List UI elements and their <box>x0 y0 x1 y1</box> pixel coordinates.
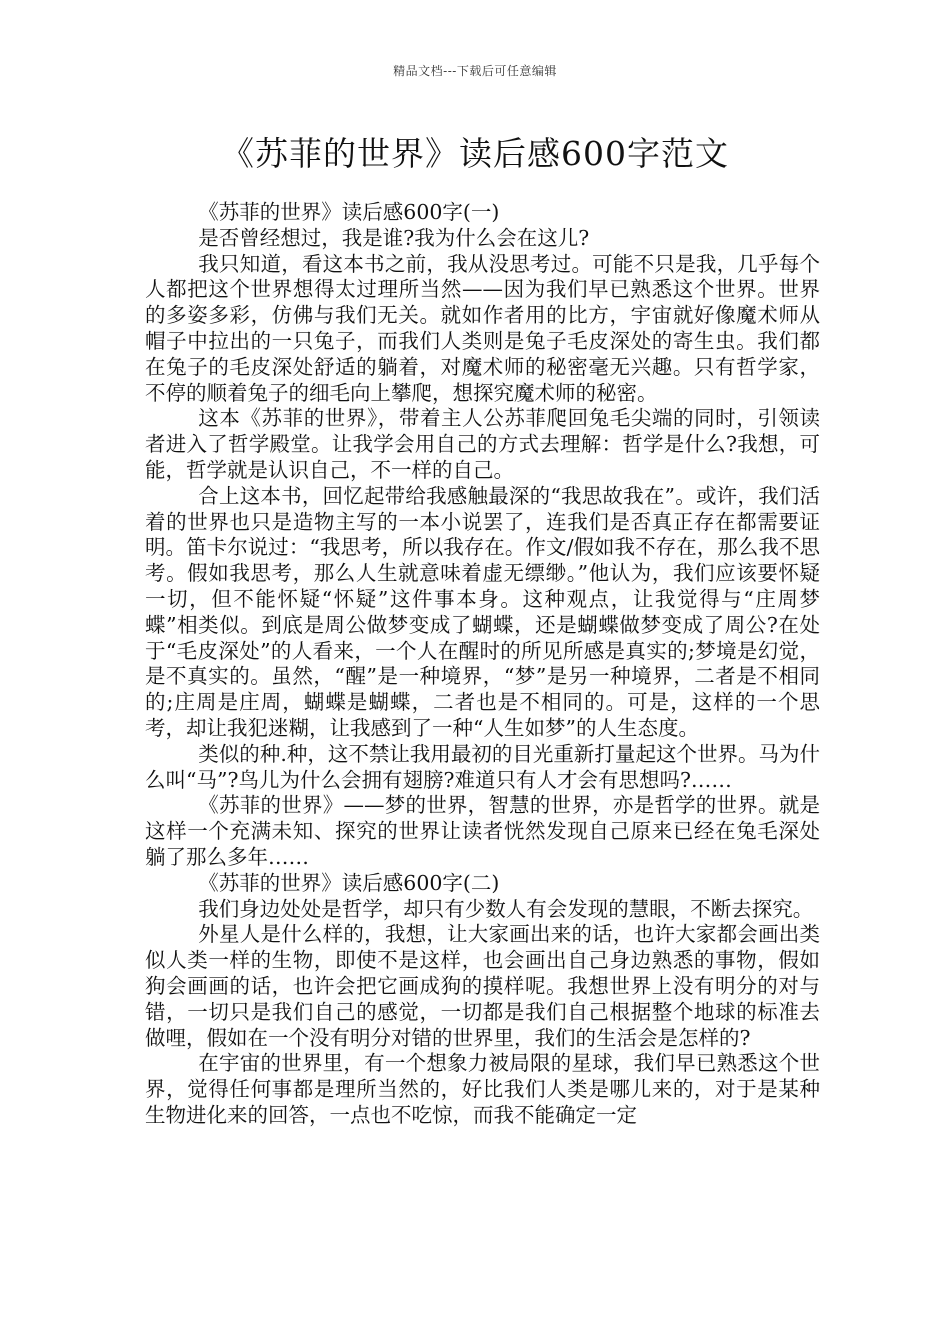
paragraph: 《苏菲的世界》——梦的世界，智慧的世界，亦是哲学的世界。就是这样一个充满未知、探究的世界让读者恍然发现自己原来已经在兔毛深处躺了那么多年…… <box>145 793 820 869</box>
paragraph: 外星人是什么样的，我想，让大家画出来的话，也许大家都会画出类似人类一样的生物，即使不是这样，也会画出自己身边熟悉的事物，假如狗会画画的话，也许会把它画成狗的摸样呢。我想世界上没有明分的对与错，一切只是我们自己的感觉，一切都是我们自己根据整个地球的标准去做哩，假如在一个没有明分对错的世界里，我们的生活会是怎样的? <box>145 922 820 1050</box>
paragraph: 在宇宙的世界里，有一个想象力被局限的星球，我们早已熟悉这个世界，觉得任何事都是理所当然的，好比我们人类是哪儿来的，对于是某种生物进化来的回答，一点也不吃惊，而我不能确定一定 <box>145 1051 820 1127</box>
document-title: 《苏菲的世界》读后感600字范文 <box>221 134 729 173</box>
paragraph: 合上这本书，回忆起带给我感触最深的“我思故我在”。或许，我们活着的世界也只是造物主写的一本小说罢了，连我们是否真正存在都需要证明。笛卡尔说过：“我思考，所以我存在。作文/假如我不存在，那么我不思考。假如我思考，那么人生就意味着虚无缥缈。”他认为，我们应该要怀疑一切，但不能怀疑“怀疑”这件事本身。这种观点，让我觉得与“庄周梦蝶”相类似。到底是周公做梦变成了蝴蝶，还是蝴蝶做梦变成了周公?在处于“毛皮深处”的人看来，一个人在醒时的所见所感是真实的;梦境是幻觉，是不真实的。虽然，“醒”是一种境界，“梦”是另一种境界，二者是不相同的;庄周是庄周，蝴蝶是蝴蝶，二者也是不相同的。可是，这样的一个思考，却让我犯迷糊，让我感到了一种“人生如梦”的人生态度。 <box>145 483 820 740</box>
paragraph: 我们身边处处是哲学，却只有少数人有会发现的慧眼，不断去探究。 <box>198 896 814 921</box>
page-header: 精品文档---下载后可任意编辑 <box>393 64 557 78</box>
paragraph-subheading-1: 《苏菲的世界》读后感600字(一) <box>198 200 500 224</box>
paragraph: 这本《苏菲的世界》，带着主人公苏菲爬回兔毛尖端的同时，引领读者进入了哲学殿堂。让我学会用自己的方式去理解：哲学是什么?我想，可能，哲学就是认识自己，不一样的自己。 <box>145 406 820 482</box>
paragraph: 类似的种.种，这不禁让我用最初的目光重新打量起这个世界。马为什么叫“马”?鸟儿为什么会拥有翅膀?难道只有人才会有思想吗?…… <box>145 741 820 792</box>
paragraph: 我只知道，看这本书之前，我从没思考过。可能不只是我，几乎每个人都把这个世界想得太过理所当然——因为我们早已熟悉这个世界。世界的多姿多彩，仿佛与我们无关。就如作者用的比方，宇宙就好像魔术师从帽子中拉出的一只兔子，而我们人类则是兔子毛皮深处的寄生虫。我们都在兔子的毛皮深处舒适的躺着，对魔术师的秘密毫无兴趣。只有哲学家，不停的顺着兔子的细毛向上攀爬，想探究魔术师的秘密。 <box>145 251 820 405</box>
paragraph: 是否曾经想过，我是谁?我为什么会在这儿? <box>198 225 590 250</box>
paragraph-subheading-2: 《苏菲的世界》读后感600字(二) <box>198 870 500 895</box>
document-body <box>145 200 820 1129</box>
